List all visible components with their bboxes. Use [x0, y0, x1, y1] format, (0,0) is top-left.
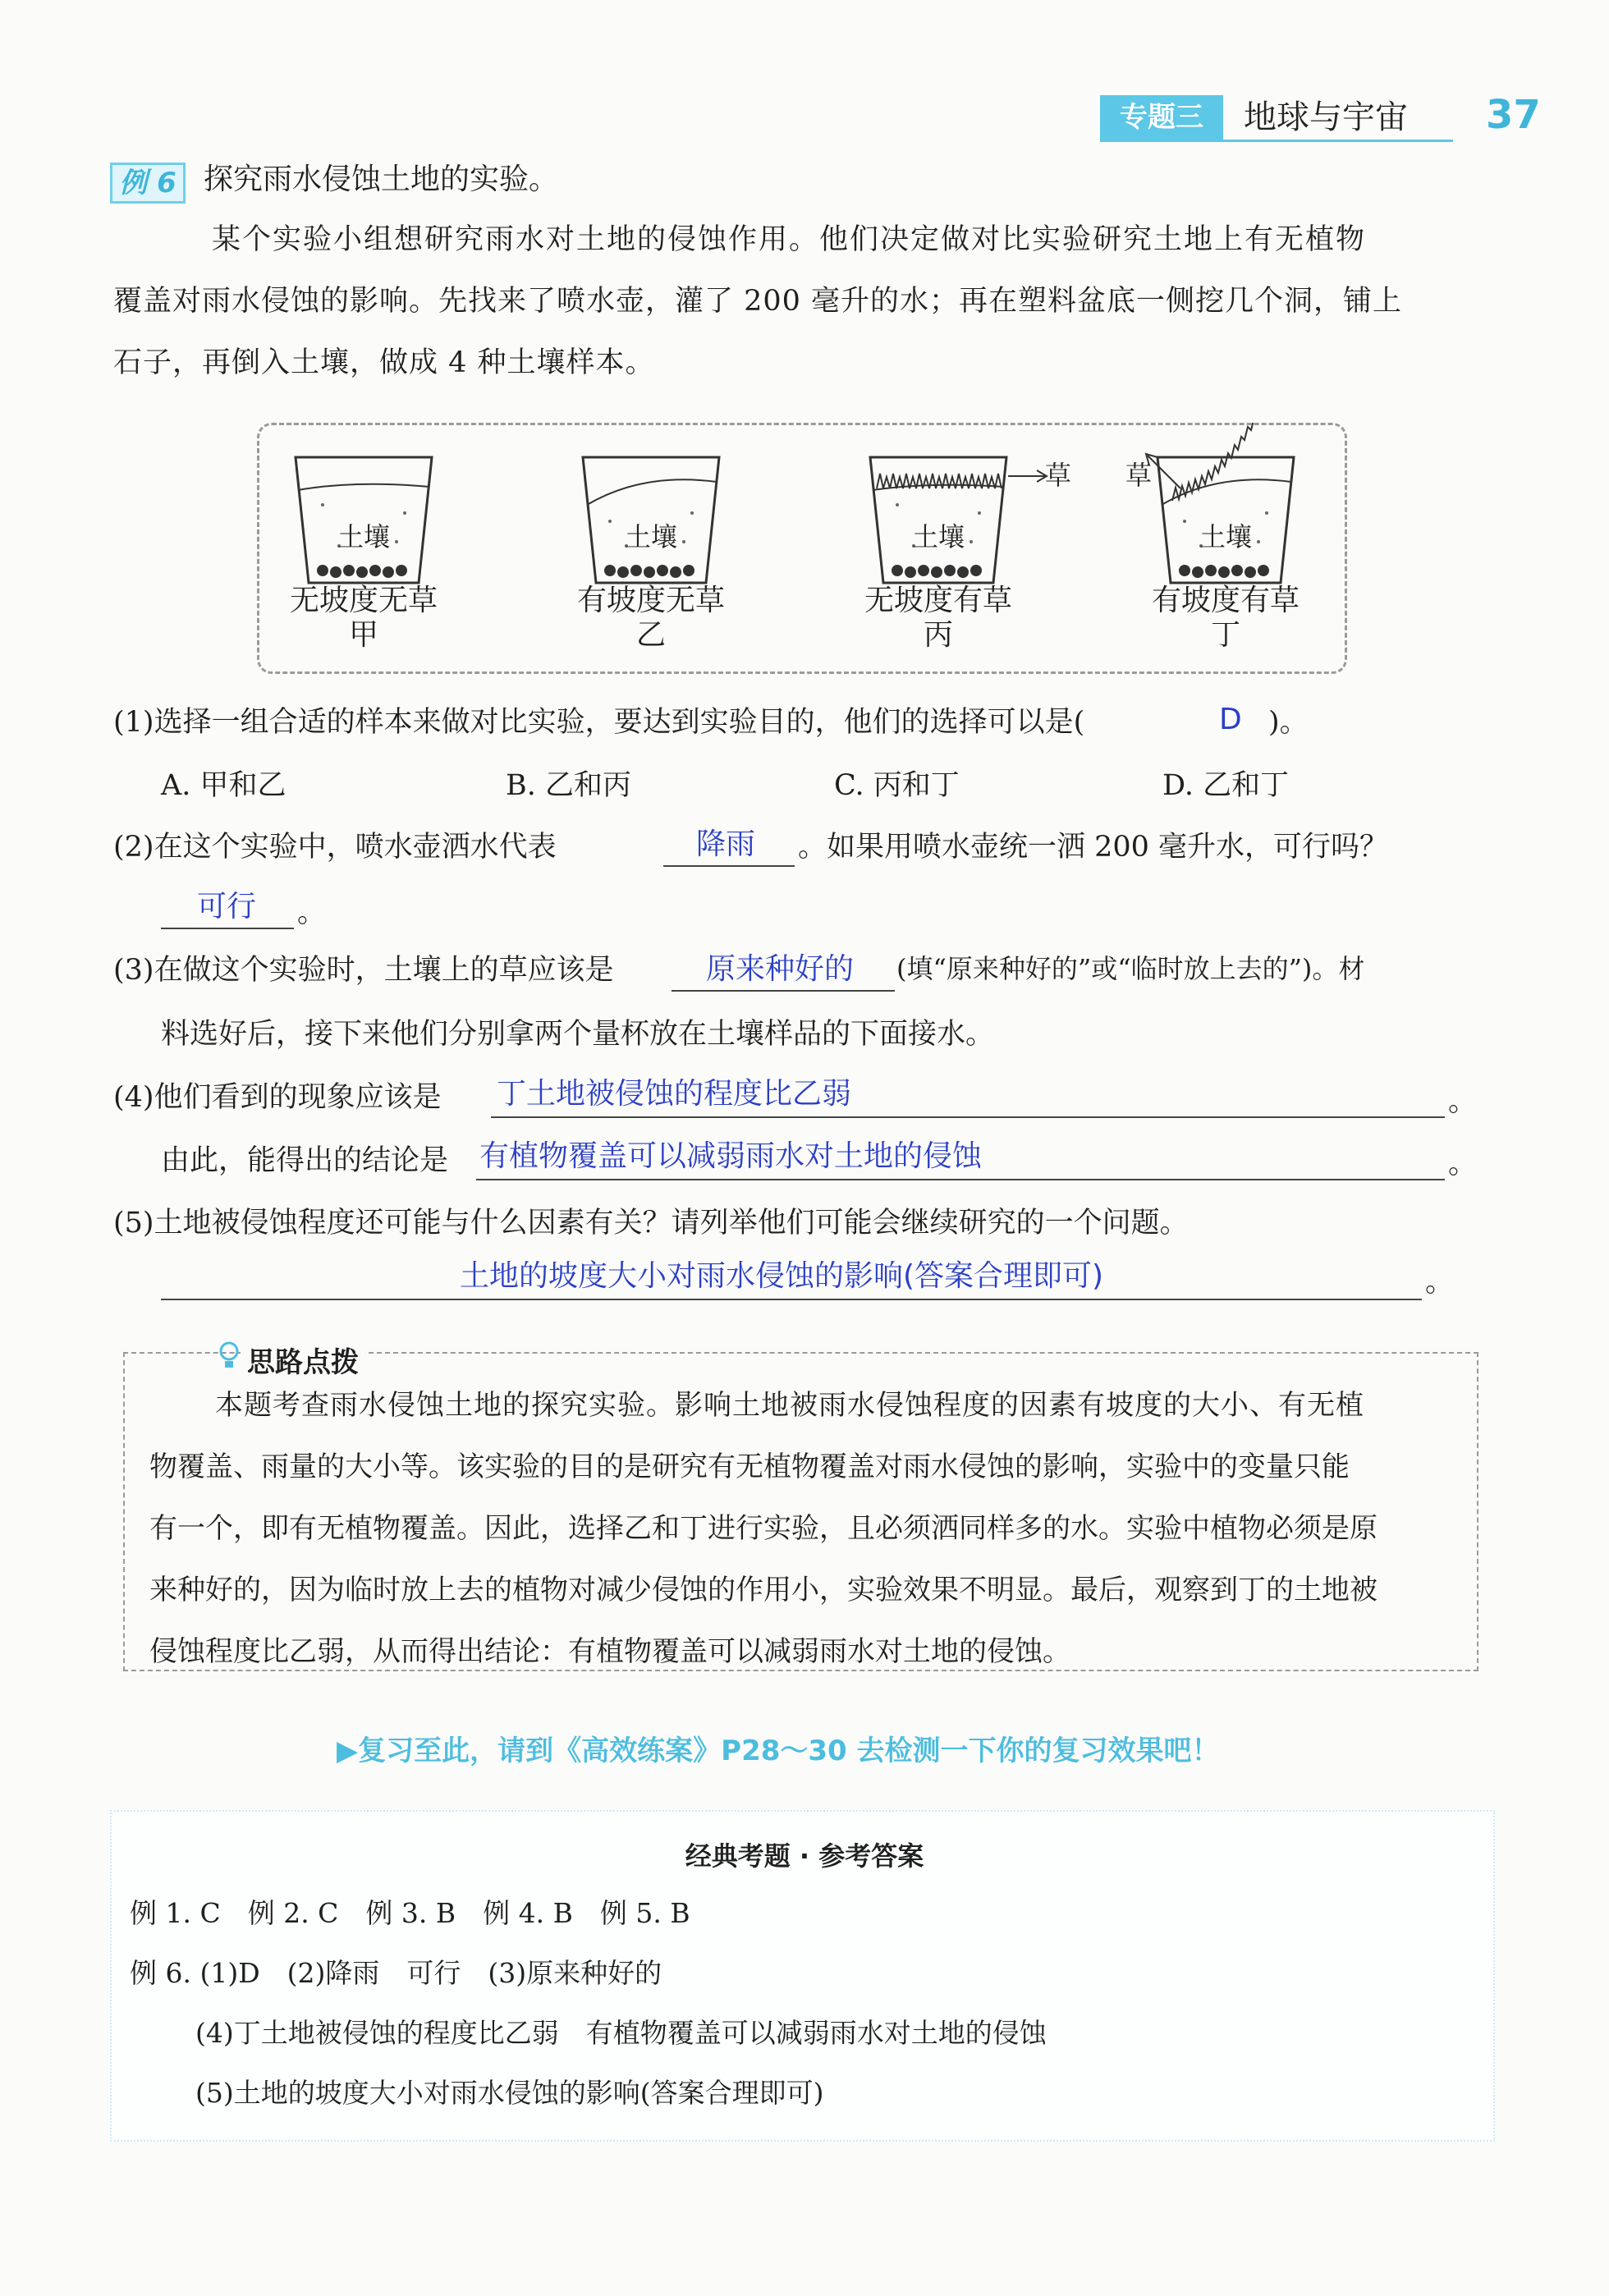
- question-1-answer: D: [1219, 703, 1242, 736]
- question-2-text-a: (2)在这个实验中，喷水壶洒水代表: [113, 831, 557, 864]
- option-d: D. 乙和丁: [1162, 769, 1290, 802]
- topic-title: 地球与宇宙: [1244, 99, 1408, 136]
- pot-yi: [583, 457, 719, 583]
- answers-line-4: (5)土地的坡度大小对雨水侵蚀的影响(答案合理即可): [195, 2077, 824, 2109]
- sample-bing-name: 丙: [923, 618, 953, 652]
- option-c: C. 丙和丁: [834, 769, 960, 802]
- hint-line-1: 本题考查雨水侵蚀土地的探究实验。影响土地被雨水侵蚀程度的因素有坡度的大小、有无植: [215, 1389, 1364, 1422]
- pot-ding: [1157, 457, 1294, 583]
- question-4-answer-a: 丁土地被侵蚀的程度比乙弱: [497, 1077, 852, 1111]
- question-1-text: (1)选择一组合适的样本来做对比实验，要达到实验目的，他们的选择可以是(: [113, 706, 1085, 739]
- soil-label-bing: 土壤: [911, 521, 965, 552]
- grass-label-ding: 草: [1125, 460, 1153, 491]
- answers-line-1: 例 1. C 例 2. C 例 3. B 例 4. B 例 5. B: [130, 1897, 690, 1929]
- page-number: 37: [1486, 92, 1541, 138]
- question-3-text-c: 料选好后，接下来他们分别拿两个量杯放在土壤样品的下面接水。: [161, 1018, 995, 1051]
- question-2-end: 。: [297, 896, 327, 929]
- question-5-answer: 土地的坡度大小对雨水侵蚀的影响(答案合理即可): [460, 1259, 1104, 1293]
- hint-line-3: 有一个，即有无植物覆盖。因此，选择乙和丁进行实验，且必须洒同样多的水。实验中植物必须是原: [149, 1512, 1378, 1545]
- hint-line-5: 侵蚀程度比乙弱，从而得出结论：有植物覆盖可以减弱雨水对土地的侵蚀。: [149, 1635, 1070, 1668]
- question-4-end-b: 。: [1448, 1148, 1478, 1180]
- header-divider: [1100, 140, 1453, 142]
- example-title: 探究雨水侵蚀土地的实验。: [204, 163, 559, 196]
- review-note: ▶复习至此，请到《高效练案》P28～30 去检测一下你的复习效果吧！: [337, 1735, 1220, 1767]
- question-3-text-a: (3)在做这个实验时，土壤上的草应该是: [113, 954, 614, 987]
- sample-bing-desc: 无坡度有草: [864, 584, 1012, 617]
- question-5-end: 。: [1425, 1266, 1455, 1299]
- option-b: B. 乙和丙: [506, 769, 631, 802]
- question-4-end-a: 。: [1448, 1085, 1478, 1118]
- sample-jia-name: 甲: [348, 618, 378, 652]
- example-badge: 例 6: [110, 163, 186, 204]
- soil-label-yi: 土壤: [624, 521, 678, 552]
- grass-label-bing: 草: [1045, 460, 1072, 491]
- hint-line-2: 物覆盖、雨量的大小等。该实验的目的是研究有无植物覆盖对雨水侵蚀的影响，实验中的变量只能: [149, 1450, 1350, 1483]
- answers-line-2: 例 6. (1)D (2)降雨 可行 (3)原来种好的: [130, 1957, 662, 1989]
- question-2-answer-b: 可行: [197, 890, 257, 923]
- hint-line-4: 来种好的，因为临时放上去的植物对减少侵蚀的作用小，实验效果不明显。最后，观察到丁的土地被: [149, 1574, 1378, 1606]
- question-3-text-b: (填“原来种好的”或“临时放上去的”)。材: [896, 953, 1365, 984]
- topic-tag: 专题三: [1100, 95, 1223, 140]
- intro-line-2: 覆盖对雨水侵蚀的影响。先找来了喷水壶，灌了 200 毫升的水；再在塑料盆底一侧挖几个洞，铺上: [113, 285, 1403, 318]
- pot-jia: [296, 457, 432, 583]
- sample-ding-desc: 有坡度有草: [1151, 584, 1300, 617]
- question-2-answer-a: 降雨: [696, 827, 756, 861]
- answers-title: 经典考题 · 参考答案: [685, 1840, 924, 1872]
- question-1-close: )。: [1268, 706, 1309, 739]
- intro-line-3: 石子，再倒入土壤，做成 4 种土壤样本。: [113, 346, 655, 379]
- soil-label-jia: 土壤: [337, 521, 391, 552]
- hint-title: 思路点拨: [241, 1340, 365, 1380]
- question-5-text: (5)土地被侵蚀程度还可能与什么因素有关？请列举他们可能会继续研究的一个问题。: [113, 1207, 1189, 1240]
- sample-yi-name: 乙: [635, 618, 666, 652]
- option-a: A. 甲和乙: [161, 769, 287, 802]
- question-4-text-a: (4)他们看到的现象应该是: [113, 1081, 442, 1114]
- soil-label-ding: 土壤: [1199, 521, 1253, 552]
- question-3-answer: 原来种好的: [706, 952, 855, 986]
- question-4-answer-b: 有植物覆盖可以减弱雨水对土地的侵蚀: [479, 1139, 983, 1173]
- lightbulb-icon: [218, 1340, 240, 1373]
- sample-jia-desc: 无坡度无草: [289, 584, 438, 617]
- sample-ding-name: 丁: [1210, 618, 1240, 652]
- question-4-text-b: 由此，能得出的结论是: [161, 1144, 449, 1177]
- answers-line-3: (4)丁土地被侵蚀的程度比乙弱 有植物覆盖可以减弱雨水对土地的侵蚀: [195, 2017, 1047, 2049]
- sample-yi-desc: 有坡度无草: [576, 584, 725, 617]
- intro-line-1: 某个实验小组想研究雨水对土地的侵蚀作用。他们决定做对比实验研究土地上有无植物: [212, 223, 1367, 256]
- question-2-text-b: 。如果用喷水壶统一洒 200 毫升水，可行吗？: [798, 831, 1389, 864]
